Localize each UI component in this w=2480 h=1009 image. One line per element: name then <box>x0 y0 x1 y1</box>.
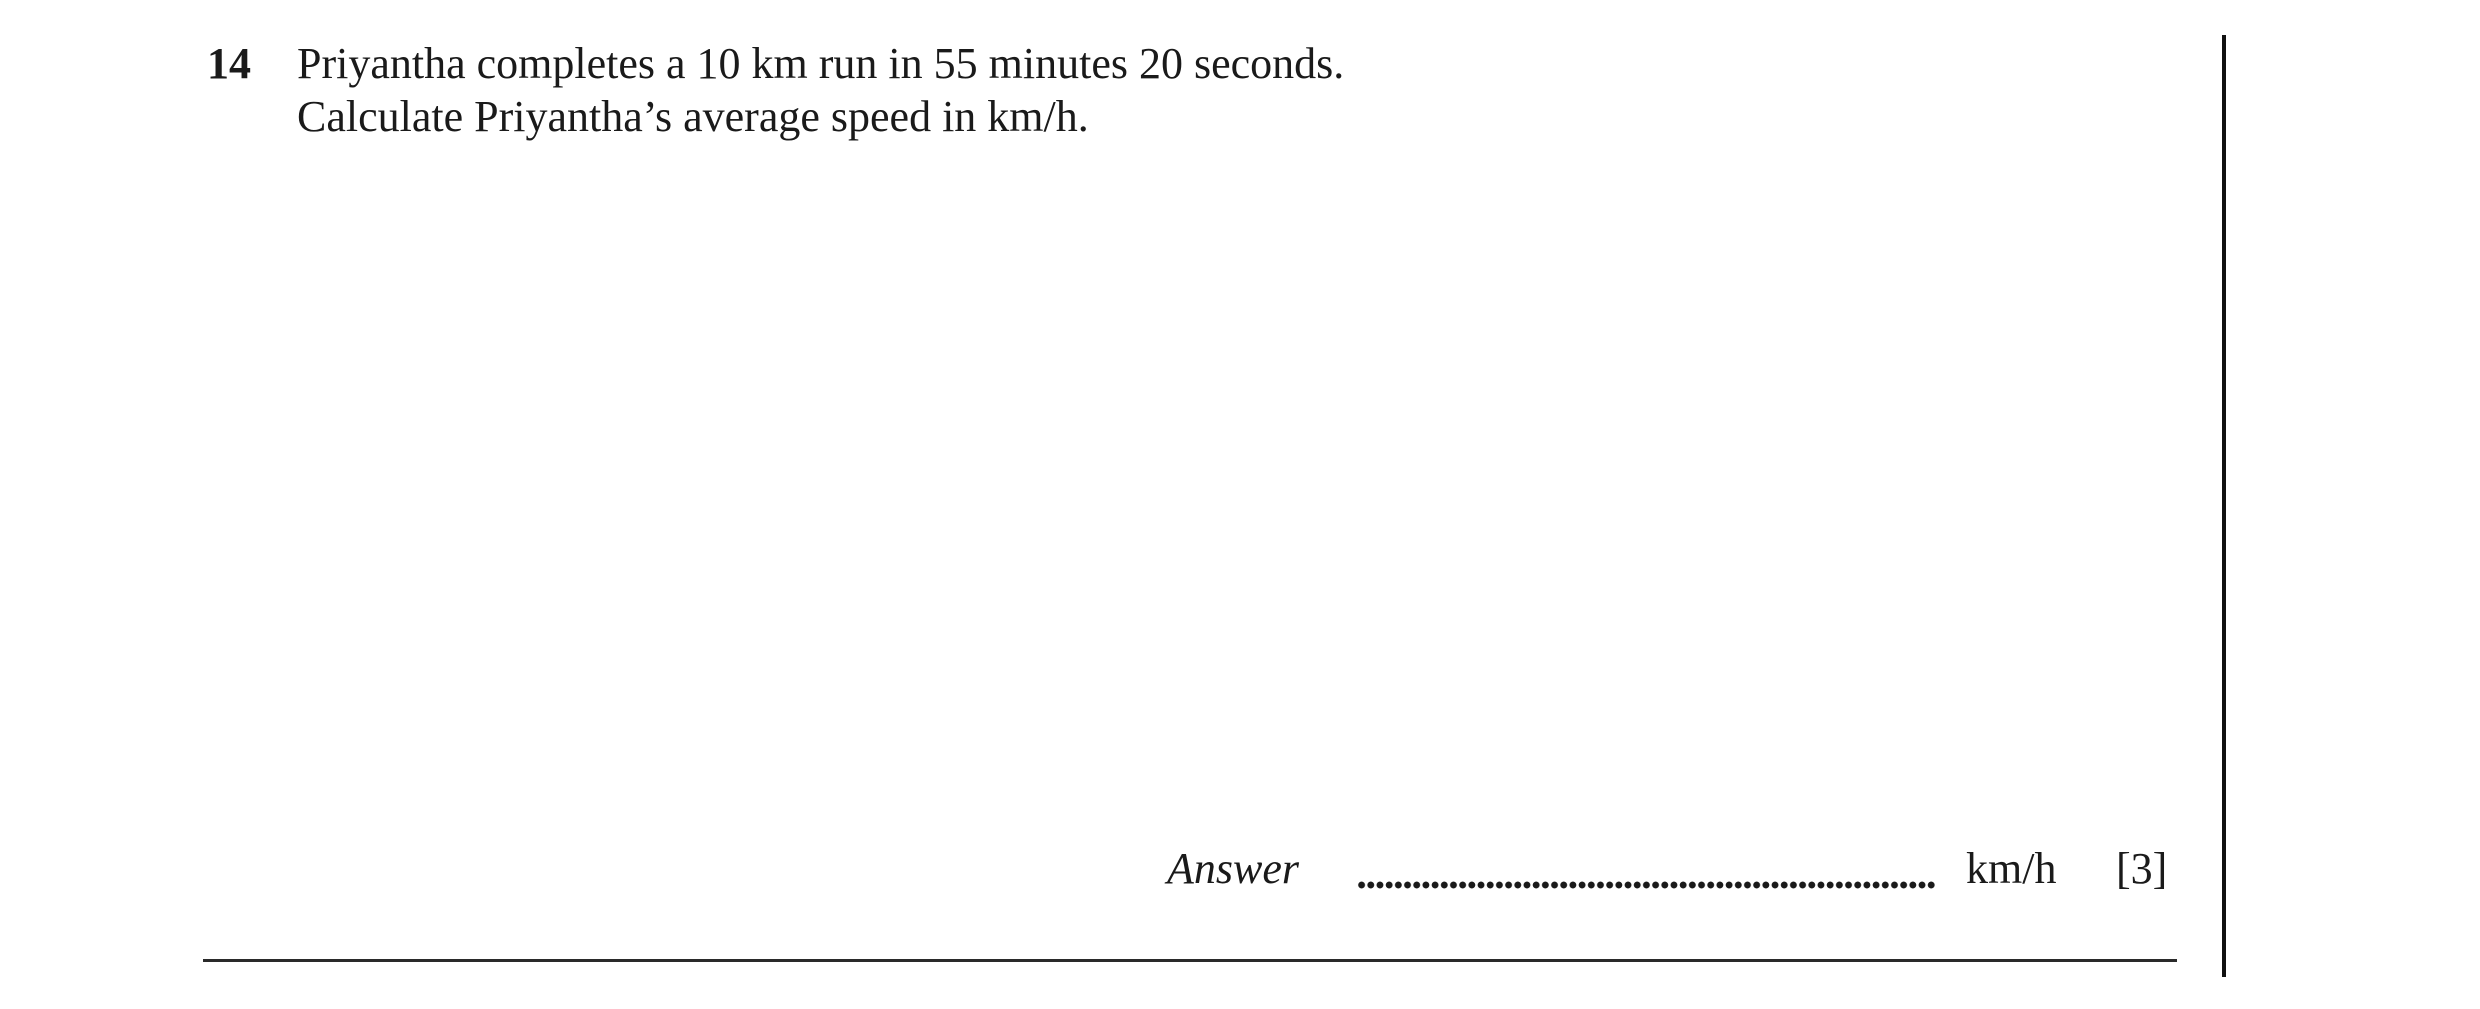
answer-unit: km/h <box>1966 844 2057 893</box>
answer-dotted-field[interactable] <box>1357 880 1935 890</box>
question-text-line-2: Calculate Priyantha’s average speed in km/h. <box>297 92 1089 141</box>
answer-label: Answer <box>1167 844 1299 893</box>
question-separator-rule <box>203 959 2177 962</box>
question-number: 14 <box>207 39 251 88</box>
marks-allocation: [3] <box>2116 844 2168 893</box>
right-margin-rule <box>2222 35 2226 977</box>
question-text-line-1: Priyantha completes a 10 km run in 55 minutes 20 seconds. <box>297 39 1345 88</box>
